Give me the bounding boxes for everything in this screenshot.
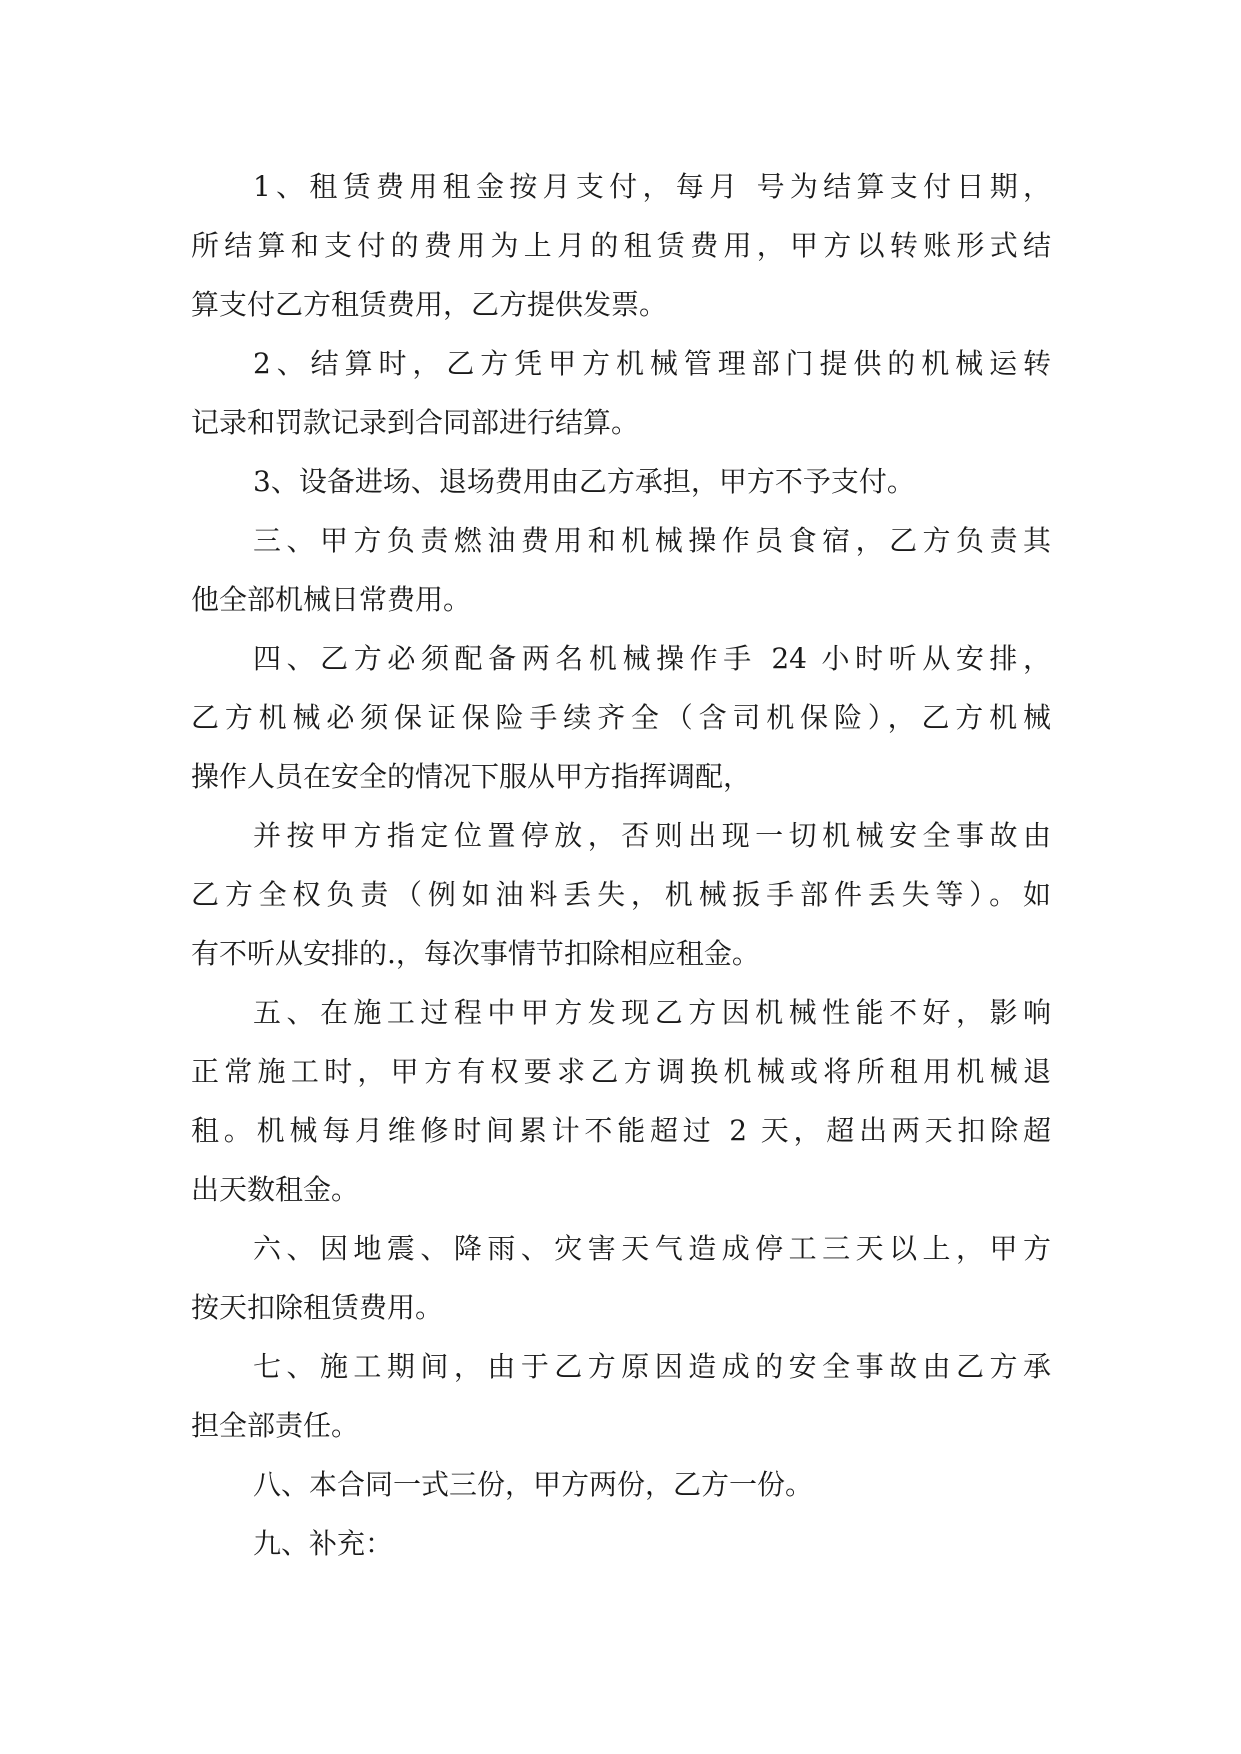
text-line: 担全部责任。: [191, 1409, 360, 1442]
text-line: 八、本合同一式三份，甲方两份，乙方一份。: [253, 1468, 814, 1501]
text-line: 五、在施工过程中甲方发现乙方因机械性能不好，影响: [253, 996, 1051, 1029]
text-line: 操作人员在安全的情况下服从甲方指挥调配，: [191, 760, 752, 793]
text-line: 1、租赁费用租金按月支付，每月 号为结算支付日期，: [253, 170, 1051, 203]
text-line: 他全部机械日常费用。: [191, 583, 472, 616]
text-line: 七、施工期间，由于乙方原因造成的安全事故由乙方承: [253, 1350, 1051, 1383]
text-line: 记录和罚款记录到合同部进行结算。: [191, 406, 640, 439]
text-line: 有不听从安排的.，每次事情节扣除相应租金。: [191, 937, 760, 970]
text-line: 所结算和支付的费用为上月的租赁费用，甲方以转账形式结: [191, 229, 1051, 262]
text-line: 三、甲方负责燃油费用和机械操作员食宿，乙方负责其: [253, 524, 1051, 557]
text-line: 租。机械每月维修时间累计不能超过 2 天，超出两天扣除超: [191, 1114, 1051, 1147]
text-line: 出天数租金。: [191, 1173, 360, 1206]
text-line: 四、乙方必须配备两名机械操作手 24 小时听从安排，: [253, 642, 1051, 675]
text-line: 六、因地震、降雨、灾害天气造成停工三天以上，甲方: [253, 1232, 1051, 1265]
text-line: 2、结算时，乙方凭甲方机械管理部门提供的机械运转: [253, 347, 1051, 380]
text-line: 乙方全权负责（例如油料丢失，机械扳手部件丢失等）。如: [191, 878, 1051, 911]
text-line: 乙方机械必须保证保险手续齐全（含司机保险），乙方机械: [191, 701, 1051, 734]
text-line: 按天扣除租赁费用。: [191, 1291, 444, 1324]
text-line: 算支付乙方租赁费用，乙方提供发票。: [191, 288, 668, 321]
text-line: 九、补充：: [253, 1527, 394, 1560]
text-line: 正常施工时，甲方有权要求乙方调换机械或将所租用机械退: [191, 1055, 1051, 1088]
text-line: 3、设备进场、退场费用由乙方承担，甲方不予支付。: [253, 465, 915, 498]
text-line: 并按甲方指定位置停放，否则出现一切机械安全事故由: [253, 819, 1051, 852]
document-body: [191, 157, 1051, 1573]
